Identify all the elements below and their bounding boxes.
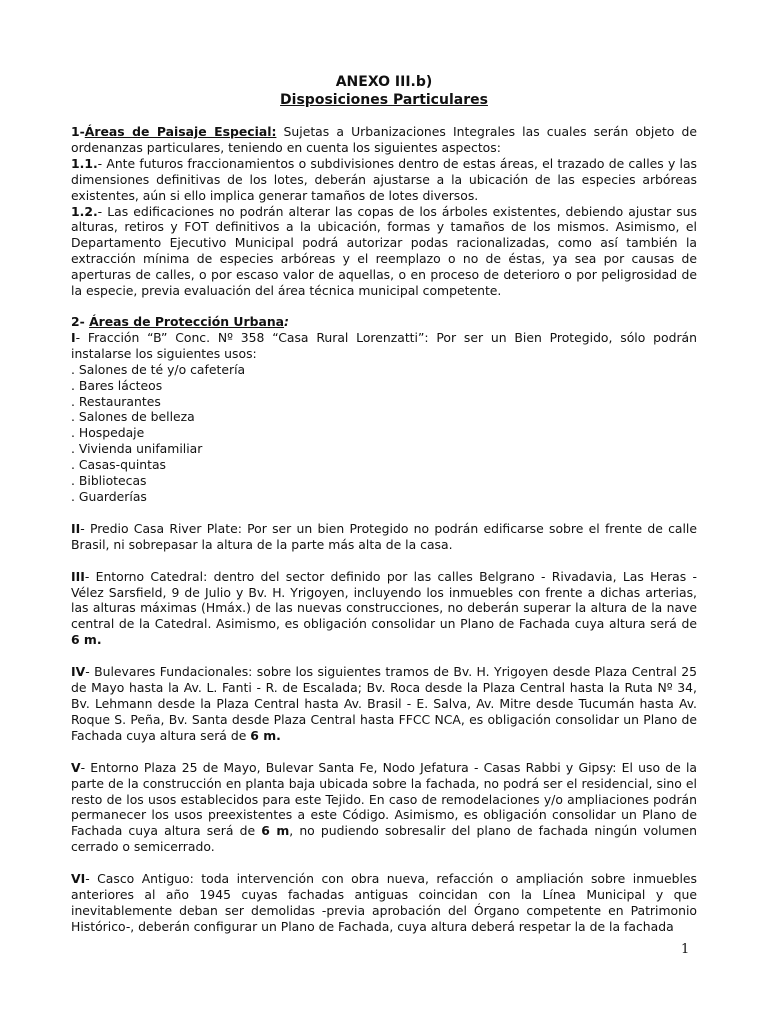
section-1-heading: Áreas de Paisaje Especial: xyxy=(84,124,277,139)
item-I-text: - Fracción “B” Conc. Nº 358 “Casa Rural Lorenzatti”: Por ser un Bien Protegido, sólo podrán instalarse los siguientes usos: xyxy=(71,329,697,361)
list-item: . Salones de belleza xyxy=(71,409,195,425)
item-IV-end: . xyxy=(276,727,281,743)
item-III-number: III xyxy=(71,568,85,584)
paragraph-1-1-number: 1.1. xyxy=(71,155,98,171)
item-IV xyxy=(71,664,697,744)
paragraph-1-1 xyxy=(71,156,697,204)
list-item: . Bares lácteos xyxy=(71,377,163,393)
section-2-number: 2- xyxy=(71,313,90,329)
item-IV-height: 6 m xyxy=(250,727,277,743)
item-III xyxy=(71,569,697,649)
list-item: . Guarderías xyxy=(71,488,147,504)
list-item: . Restaurantes xyxy=(71,393,161,409)
item-V-end: , no pudiendo sobresalir del plano de fachada ningún volumen cerrado o semicerrado. xyxy=(71,823,697,855)
paragraph-1-2 xyxy=(71,204,697,299)
paragraph-1-2-number: 1.2. xyxy=(71,203,98,219)
paragraph-1-1-text: - Ante futuros fraccionamientos o subdivisiones dentro de estas áreas, el trazado de calles y las dimensiones definitivas de los lotes, deberán ajustarse a la ubicación de las especies arbóreas existentes, aún si ello implica generar tamaños de lotes diversos. xyxy=(71,155,697,203)
item-I xyxy=(71,330,697,362)
document-subtitle: Disposiciones Particulares xyxy=(280,92,488,108)
section-2-heading: Áreas de Protección Urbana xyxy=(89,313,285,329)
item-II xyxy=(71,521,697,553)
item-V-height: 6 m xyxy=(261,823,290,839)
item-V-text: - Entorno Plaza 25 de Mayo, Bulevar Santa Fe, Nodo Jefatura - Casas Rabbi y Gipsy: El uso de la parte de la construcción en planta baja ubicada sobre la fachada, no podrá ser el residencial, sino el resto de los usos establecidos para este Tejido. En caso de remodelaciones y/o ampliaciones podrán permanecer los usos preexistentes a este Código. Asimismo, es obligación consolidar un Plano de Fachada cuya altura será de xyxy=(71,759,697,839)
item-I-number: I xyxy=(71,329,76,345)
paragraph-1-2-text: - Las edificaciones no podrán alterar las copas de los árboles existentes, debiendo ajustar sus alturas, retiros y FOT definitivos a la ubicación, formas y tamaños de los mismos. Asimismo, el Departamento Ejecutivo Municipal podrá autorizar podas racionalizadas, como así también la extracción mínima de especies arbóreas y el reemplazo o no de éstas, ya sea por causas de aperturas de calles, o por escaso valor de aquellas, o en proceso de deterioro o por peligrosidad de la especie, previa evaluación del área técnica municipal competente. xyxy=(71,203,697,299)
item-III-height: 6 m xyxy=(71,632,97,648)
item-IV-number: IV xyxy=(71,664,86,680)
item-VI-number: VI xyxy=(71,871,86,887)
section-2-heading-line xyxy=(71,314,697,330)
item-V xyxy=(71,760,697,855)
item-VI xyxy=(71,871,697,935)
document-page xyxy=(71,73,697,935)
list-item: . Hospedaje xyxy=(71,425,145,441)
item-II-text: - Predio Casa River Plate: Por ser un bien Protegido no podrán edificarse sobre el frente de calle Brasil, ni sobrepasar la altura de la parte más alta de la casa. xyxy=(71,520,697,552)
document-title: ANEXO III.b) xyxy=(335,74,433,90)
section-1-intro-text: Sujetas a Urbanizaciones Integrales las cuales serán objeto de ordenanzas particulares, teniendo en cuenta los siguientes aspectos: xyxy=(71,124,697,155)
list-item: . Vivienda unifamiliar xyxy=(71,441,203,457)
item-III-end: . xyxy=(96,632,102,648)
item-IV-text: - Bulevares Fundacionales: sobre los siguientes tramos de Bv. H. Yrigoyen desde Plaza Central 25 de Mayo hasta la Av. L. Fanti - R. de Escalada; Bv. Roca desde la Plaza Central hasta la Ruta Nº 34, Bv. Lehmann desde la Plaza Central hasta Av. Brasil - E. Salva, Av. Mitre desde Tucumán hasta Av. Roque S. Peña, Bv. Santa desde Plaza Central hasta FFCC NCA, es obligación consolidar un Plano de Fachada cuya altura será de xyxy=(71,664,697,743)
page-number: 1 xyxy=(681,942,690,957)
item-II-number: II xyxy=(71,520,81,536)
item-III-text: - Entorno Catedral: dentro del sector definido por las calles Belgrano - Rivadavia, Las Heras - Vélez Sarsfield, 9 de Julio y Bv. H. Yrigoyen, incluyendo los inmuebles con frente a dichas arterias, las alturas máximas (Hmáx.) de las nuevas construcciones, no deberán superar la altura de la nave central de la Catedral. Asimismo, es obligación consolidar un Plano de Fachada cuya altura será de xyxy=(71,568,697,632)
section-1-number: 1- xyxy=(71,124,85,139)
uses-list xyxy=(71,362,697,505)
item-VI-text: - Casco Antiguo: toda intervención con obra nueva, refacción o ampliación sobre inmuebles anteriores al año 1945 cuyas fachadas antiguas coincidan con la Línea Municipal y que inevitablemente deban ser demolidas -previa aprobación del Órgano competente en Patrimonio Histórico-, deberán configurar un Plano de Fachada, cuya altura deberá respetar la de la fachada xyxy=(71,871,697,934)
item-V-number: V xyxy=(71,759,81,775)
list-item: . Salones de té y/o cafetería xyxy=(71,361,246,377)
section-2-colon: : xyxy=(284,313,289,329)
section-1-intro xyxy=(71,124,697,156)
list-item: . Casas-quintas xyxy=(71,457,167,473)
list-item: . Bibliotecas xyxy=(71,473,147,489)
